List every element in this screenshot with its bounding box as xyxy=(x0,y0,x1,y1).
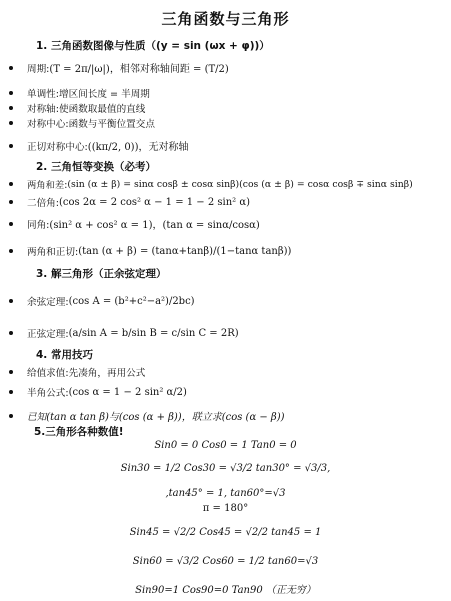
item-label: 周期: xyxy=(27,63,50,75)
section-1-heading: 1. 三角函数图像与性质（(y = sin (ωx + φ))） xyxy=(36,40,270,52)
page-title: 三角函数与三角形 xyxy=(161,10,290,28)
item-label: 给值求值: xyxy=(27,368,69,379)
value-line: Sin45 = √2/2 Cos45 = √2/2 tan45 = 1 xyxy=(129,527,322,538)
item-formula: 先凑角，再用公式 xyxy=(68,368,146,379)
item-label: 两角和差: xyxy=(27,180,68,191)
list-item xyxy=(9,244,291,258)
section-3-heading: 3. 解三角形（正余弦定理） xyxy=(36,268,167,280)
item-label: 半角公式: xyxy=(27,388,69,399)
item-formula: (cos A = (b²+c²−a²)/2bc) xyxy=(68,295,195,307)
list-item xyxy=(9,138,189,153)
item-formula: 使函数取最值的直线 xyxy=(59,104,146,115)
value-line: Sin0 = 0 Cos0 = 1 Tan0 = 0 xyxy=(154,440,297,451)
list-item xyxy=(9,294,195,308)
bullet-icon xyxy=(9,121,13,125)
bullet-icon xyxy=(9,390,13,394)
section-4-heading: 4. 常用技巧 xyxy=(36,349,93,361)
bullet-icon xyxy=(9,182,13,186)
list-item xyxy=(9,60,229,75)
item-label: 单调性: xyxy=(27,89,60,100)
item-label: 同角: xyxy=(27,219,50,231)
item-label: 对称轴: xyxy=(27,104,60,115)
item-formula: (tan (α + β) = (tanα+tanβ)/(1−tanα tanβ)) xyxy=(78,245,292,257)
value-line: Sin90=1 Cos90=0 Tan90 （正无穷） xyxy=(135,585,316,596)
list-item xyxy=(9,177,413,191)
item-label: 两角和正切: xyxy=(27,247,79,258)
item-formula: (cos α = 1 − 2 sin² α/2) xyxy=(68,386,187,398)
bullet-icon xyxy=(9,144,13,148)
list-item xyxy=(9,326,239,340)
item-formula: (sin² α + cos² α = 1)，(tan α = sinα/cosα) xyxy=(49,220,260,231)
value-line: ,tan45° = 1, tan60°=√3 xyxy=(165,488,286,499)
list-item xyxy=(9,385,187,399)
bullet-icon xyxy=(9,370,13,374)
item-formula: ((kπ/2, 0))，无对称轴 xyxy=(87,142,189,153)
list-item xyxy=(9,101,145,115)
item-formula: (sin (α ± β) = sinα cosβ ± cosα sinβ)(cos (α ± β) = cosα cosβ ∓ sinα sinβ) xyxy=(67,178,413,190)
bullet-icon xyxy=(9,200,13,204)
list-item xyxy=(9,195,250,209)
item-formula: (T = 2π/|ω|)，相邻对称轴间距 = (T/2) xyxy=(49,64,229,75)
item-label: 对称中心: xyxy=(27,119,69,130)
section-2-heading: 2. 三角恒等变换（必考） xyxy=(36,161,156,173)
list-item xyxy=(9,365,145,379)
item-formula: (cos 2α = 2 cos² α − 1 = 1 − 2 sin² α) xyxy=(59,196,251,208)
value-line: Sin60 = √3/2 Cos60 = 1/2 tan60=√3 xyxy=(132,556,319,567)
value-line: Sin30 = 1/2 Cos30 = √3/2 tan30° = √3/3, xyxy=(120,463,331,474)
value-line: π = 180° xyxy=(202,503,249,514)
list-item xyxy=(9,216,260,231)
item-label: 已知 xyxy=(27,411,47,423)
bullet-icon xyxy=(9,222,13,226)
bullet-icon xyxy=(9,106,13,110)
item-label: 二倍角: xyxy=(27,198,60,209)
bullet-icon xyxy=(9,331,13,335)
section-5-heading: 5.三角形各种数值! xyxy=(34,426,124,438)
bullet-icon xyxy=(9,299,13,303)
item-formula: 增区间长度 = 半周期 xyxy=(59,89,150,100)
bullet-icon xyxy=(9,66,13,70)
bullet-icon xyxy=(9,414,13,418)
item-label: 正切对称中心: xyxy=(27,141,88,153)
item-formula: (tan α tan β)与(cos (α + β))，联立求(cos (α − β)) xyxy=(46,412,285,423)
list-item xyxy=(9,408,285,423)
item-formula: 函数与平衡位置交点 xyxy=(68,119,155,130)
item-label: 余弦定理: xyxy=(27,297,69,308)
list-item xyxy=(9,86,150,100)
item-label: 正弦定理: xyxy=(27,329,69,340)
bullet-icon xyxy=(9,249,13,253)
list-item xyxy=(9,116,155,130)
bullet-icon xyxy=(9,91,13,95)
item-formula: (a/sin A = b/sin B = c/sin C = 2R) xyxy=(68,327,239,339)
